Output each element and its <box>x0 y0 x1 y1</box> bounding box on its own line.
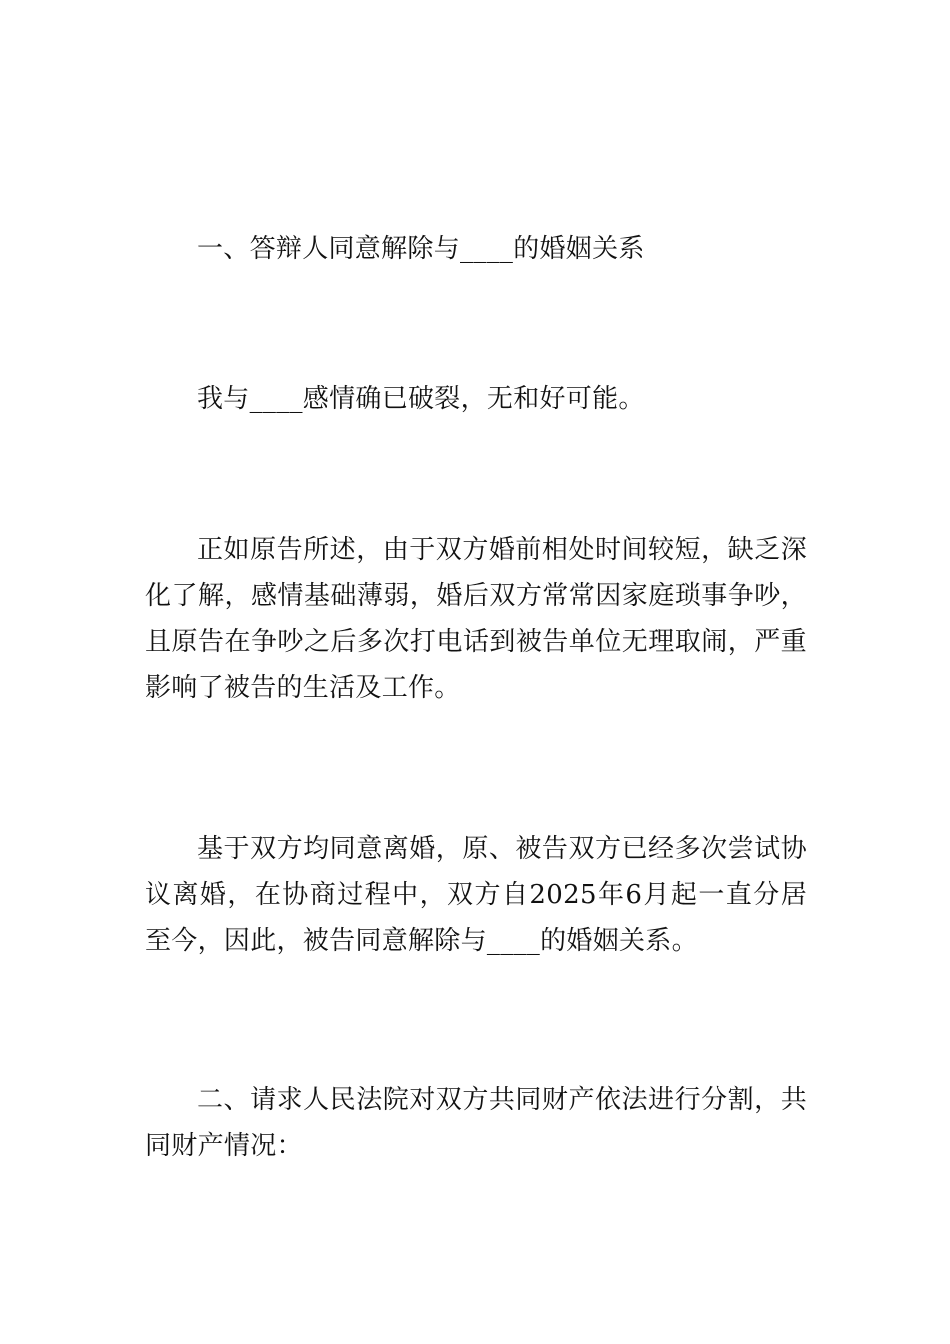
section-heading-1: 一、答辩人同意解除与____的婚姻关系 <box>197 234 645 264</box>
paragraph-agreement: 基于双方均同意离婚，原、被告双方已经多次尝试协议离婚，在协商过程中，双方自2025年6月起一直分居至今，因此，被告同意解除与____的婚姻关系。 <box>145 834 807 956</box>
paragraph-statement: 我与____感情确已破裂，无和好可能。 <box>197 384 645 414</box>
section-heading-2: 二、请求人民法院对双方共同财产依法进行分割，共同财产情况： <box>145 1085 807 1161</box>
paragraph-reasons: 正如原告所述，由于双方婚前相处时间较短，缺乏深化了解，感情基础薄弱，婚后双方常常因家庭琐事争吵，且原告在争吵之后多次打电话到被告单位无理取闹，严重影响了被告的生活及工作。 <box>145 535 807 703</box>
